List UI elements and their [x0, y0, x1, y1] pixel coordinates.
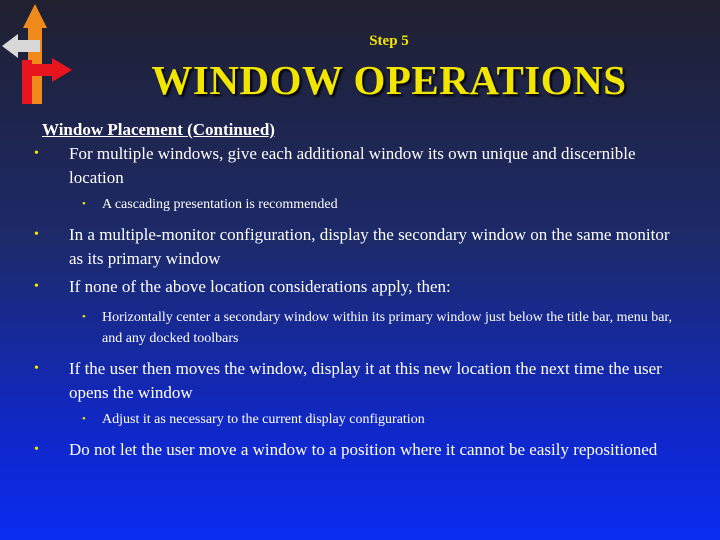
sub-bullet-1: • A cascading presentation is recommended: [42, 194, 682, 215]
bullet-3: • If none of the above location considerations apply, then:: [42, 275, 682, 299]
bullet-5: • Do not let the user move a window to a position where it cannot be easily repositioned: [42, 438, 682, 462]
subheading: Window Placement (Continued): [42, 120, 275, 139]
slide-title: WINDOW OPERATIONS: [151, 57, 627, 103]
step-label: Step 5: [369, 33, 409, 49]
bullet-2: • In a multiple-monitor configuration, display the secondary window on the same monitor as its primary window: [42, 223, 682, 271]
bullet-1: • For multiple windows, give each additional window its own unique and discernible location: [42, 142, 682, 190]
sub-bullet-2: • Horizontally center a secondary window within its primary window just below the title bar, menu bar, and any docked toolbars: [42, 307, 682, 349]
up-arrow-icon: [23, 4, 47, 28]
bullet-4: • If the user then moves the window, display it at this new location the next time the user opens the window: [42, 357, 682, 405]
sub-bullet-3: • Adjust it as necessary to the current display configuration: [42, 409, 682, 430]
slide-content: [42, 120, 682, 462]
